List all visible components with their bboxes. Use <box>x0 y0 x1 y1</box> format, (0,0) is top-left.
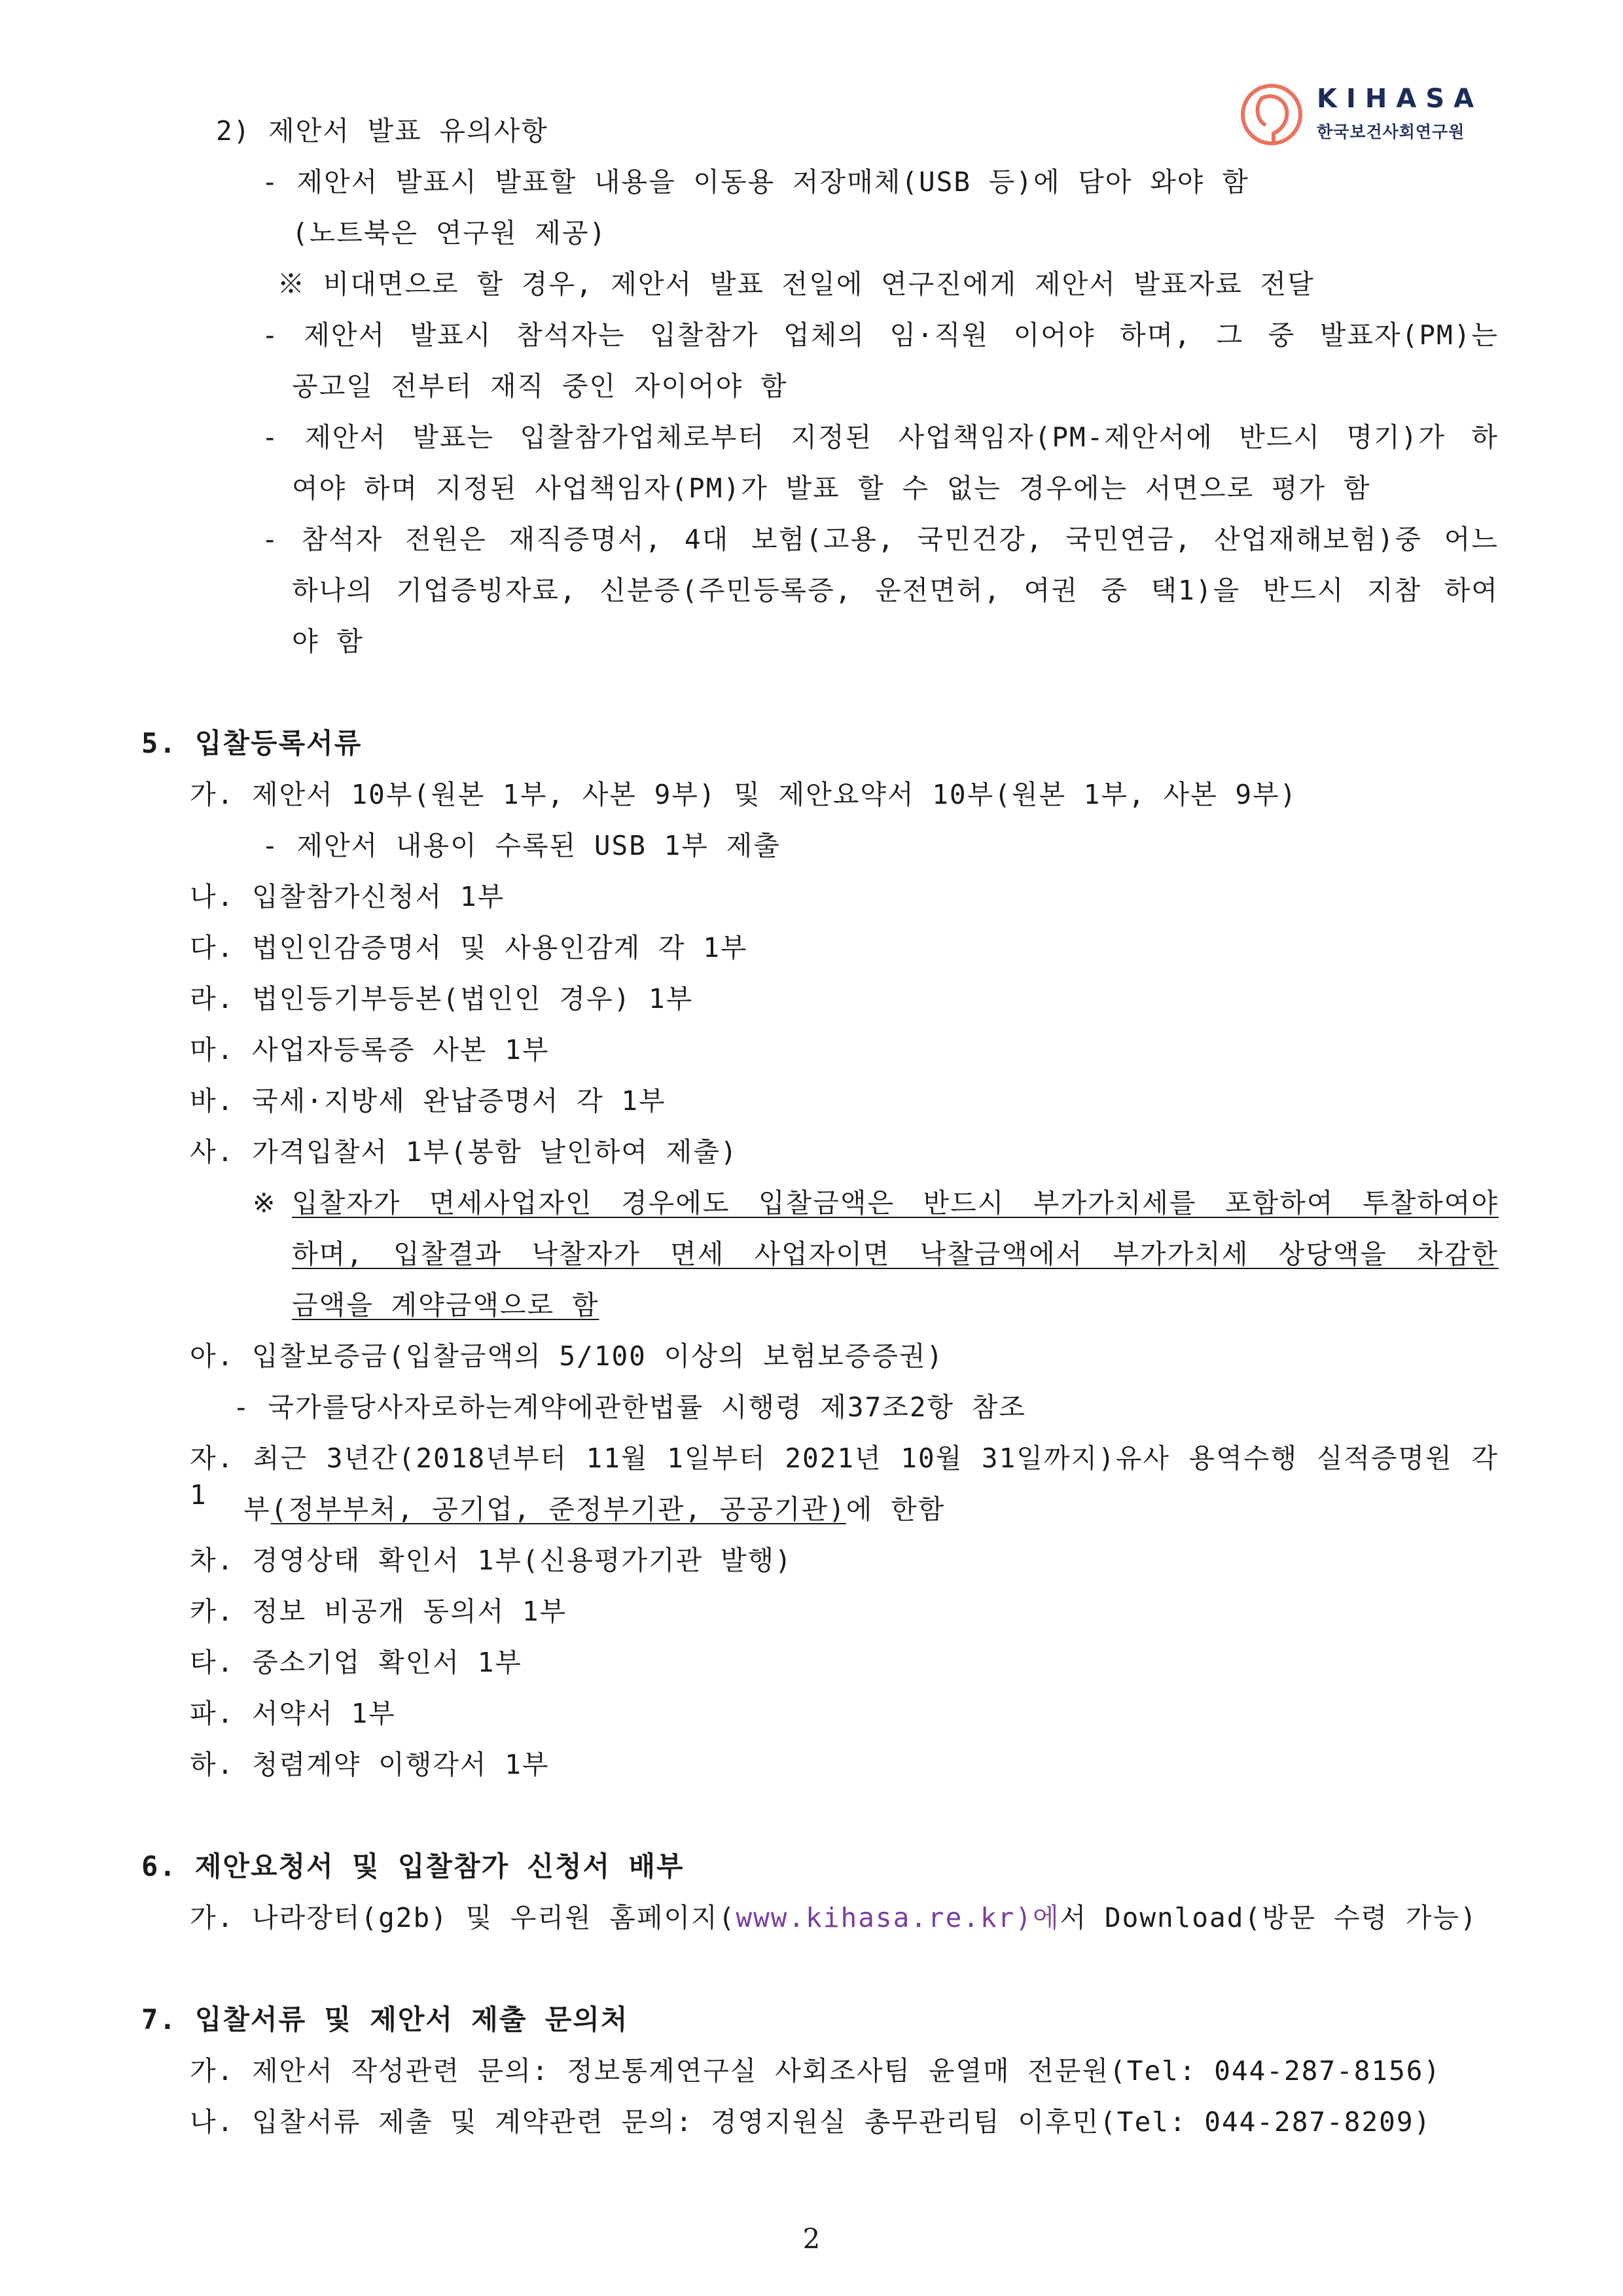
usb-requirement-line1: - 제안서 발표시 발표할 내용을 이동용 저장매체(USB 등)에 담아 와야 함 <box>262 166 1249 198</box>
item-ma: 마. 사업자등록증 사본 1부 <box>190 1034 550 1066</box>
kihasa-logo <box>1236 79 1484 151</box>
item-ja-line2 <box>243 1491 945 1528</box>
item-a-law-reference: - 국가를당사자로하는계약에관한법률 시행령 제37조2항 참조 <box>233 1391 1027 1423</box>
pm-requirement-line1: - 제안서 발표는 입찰참가업체로부터 지정된 사업책임자(PM-제안서에 반드시 명기)가 하 <box>262 422 1499 453</box>
logo-name: KIHASA <box>1317 84 1484 114</box>
id-requirement-line2: 하나의 기업증빙자료, 신분증(주민등록증, 운전면허, 여권 중 택1)을 반드시 지참 하여 <box>292 575 1499 606</box>
item-sa: 사. 가격입찰서 1부(봉함 날인하여 제출) <box>190 1136 738 1168</box>
attendee-requirement-line2: 공고일 전부터 재직 중인 자이어야 함 <box>292 370 788 402</box>
remote-presentation-note: ※ 비대면으로 할 경우, 제안서 발표 전일에 연구진에게 제안서 발표자료 전달 <box>277 268 1315 300</box>
item-ba: 바. 국세·지방세 완납증명서 각 1부 <box>190 1085 666 1117</box>
logo-subtitle: 한국보건사회연구원 <box>1317 122 1465 141</box>
item-ra: 라. 법인등기부등본(법인인 경우) 1부 <box>190 983 694 1014</box>
item-da: 다. 법인인감증명서 및 사용인감계 각 1부 <box>190 932 748 963</box>
tax-note-mark: ※ <box>253 1187 277 1219</box>
tax-note-line3: 금액을 계약금액으로 함 <box>292 1289 599 1321</box>
page-number: 2 <box>802 2223 821 2255</box>
tax-note-line1: 입찰자가 면세사업자인 경우에도 입찰금액은 반드시 부가가치세를 포함하여 투찰하여야 <box>292 1187 1499 1219</box>
kihasa-website-link[interactable]: www.kihasa.re.kr)에 <box>736 1902 1060 1933</box>
contact-proposal: 가. 제안서 작성관련 문의: 정보통계연구실 사회조사팀 윤열매 전문원(Tel: 044-287-8156) <box>190 2055 1442 2087</box>
section-7-heading: 7. 입찰서류 및 제안서 제출 문의처 <box>141 2003 629 2036</box>
distribution-text-post: 서 Download(방문 수령 가능) <box>1060 1902 1478 1933</box>
item-ga-proposal: 가. 제안서 10부(원본 1부, 사본 9부) 및 제안요약서 10부(원본 1부, 사본 9부) <box>190 779 1298 810</box>
distribution-item <box>190 1899 1478 1936</box>
item-ja-line2-post: 에 한함 <box>846 1494 946 1525</box>
attendee-requirement-line1: - 제안서 발표시 참석자는 입찰참가 업체의 임·직원 이어야 하며, 그 중 발표자(PM)는 <box>262 319 1499 351</box>
item-pa: 파. 서약서 1부 <box>190 1698 396 1729</box>
item-ka: 카. 정보 비공개 동의서 1부 <box>190 1596 567 1627</box>
id-requirement-line1: - 참석자 전원은 재직증명서, 4대 보험(고용, 국민건강, 국민연금, 산업재해보험)중 어느 <box>262 524 1499 555</box>
item-ha: 하. 청렴계약 이행각서 1부 <box>190 1749 550 1780</box>
kihasa-logo-icon <box>1236 79 1308 151</box>
presentation-notes-title: 2) 제안서 발표 유의사항 <box>216 115 548 147</box>
usb-requirement-line2: (노트북은 연구원 제공) <box>292 217 607 249</box>
section-5-heading: 5. 입찰등록서류 <box>141 727 363 759</box>
pm-requirement-line2: 여야 하며 지정된 사업책임자(PM)가 발표 할 수 없는 경우에는 서면으로 평가 함 <box>292 473 1371 504</box>
item-na: 나. 입찰참가신청서 1부 <box>190 881 505 912</box>
distribution-text-pre: 가. 나라장터(g2b) 및 우리원 홈페이지( <box>190 1902 736 1933</box>
item-ja-line2-pre: 부 <box>243 1494 271 1525</box>
id-requirement-line3: 야 함 <box>292 626 364 657</box>
item-ja-line2-underlined: (정부부처, 공기업, 준정부기관, 공공기관) <box>270 1494 846 1525</box>
item-ja-line1: 자. 최근 3년간(2018년부터 11월 1일부터 2021년 10월 31일까지)유사 용역수행 실적증명원 각 1 <box>190 1443 1499 1511</box>
contact-contract: 나. 입찰서류 제출 및 계약관련 문의: 경영지원실 총무관리팀 이후민(Tel: 044-287-8209) <box>190 2106 1432 2138</box>
item-ta: 타. 중소기업 확인서 1부 <box>190 1647 522 1678</box>
section-6-heading: 6. 제안요청서 및 입찰참가 신청서 배부 <box>141 1850 685 1882</box>
item-ga-usb: - 제안서 내용이 수록된 USB 1부 제출 <box>262 830 781 861</box>
item-a-bid-bond: 아. 입찰보증금(입찰금액의 5/100 이상의 보험보증증권) <box>190 1340 944 1372</box>
tax-note-line2: 하며, 입찰결과 낙찰자가 면세 사업자이면 낙찰금액에서 부가가치세 상당액을 차감한 <box>292 1238 1499 1270</box>
item-cha: 차. 경영상태 확인서 1부(신용평가기관 발행) <box>190 1545 793 1576</box>
